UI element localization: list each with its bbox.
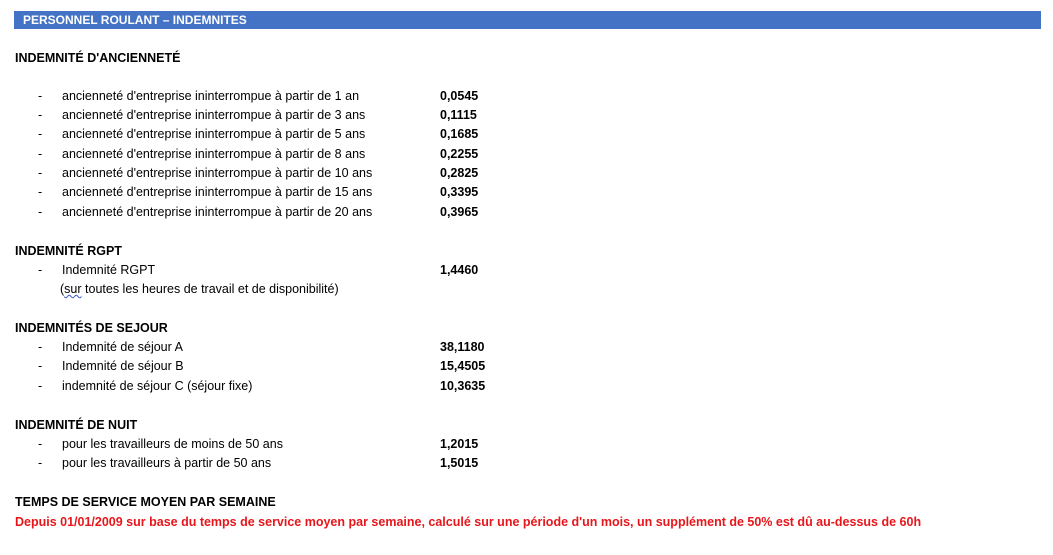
item-label: pour les travailleurs de moins de 50 ans <box>62 437 283 451</box>
item-value: 15,4505 <box>440 359 486 373</box>
list-item <box>0 203 600 222</box>
list-item <box>0 377 600 396</box>
list-item <box>0 454 600 473</box>
list-item <box>0 106 600 125</box>
section-heading-nuit: INDEMNITÉ DE NUIT <box>15 418 138 432</box>
note-open-paren: ( <box>60 282 65 296</box>
list-dash: - <box>38 340 43 354</box>
item-label: ancienneté d'entreprise ininterrompue à partir de 20 ans <box>62 205 373 219</box>
list-item <box>0 87 600 106</box>
note-spellcheck-word: sur <box>64 282 82 296</box>
item-value: 0,1685 <box>440 127 479 141</box>
list-dash: - <box>38 456 43 470</box>
item-value: 0,2825 <box>440 166 479 180</box>
item-value: 0,3965 <box>440 205 479 219</box>
section-heading-anciennete: INDEMNITÉ D'ANCIENNETÉ <box>15 51 181 65</box>
item-label: Indemnité de séjour B <box>62 359 184 373</box>
list-dash: - <box>38 127 43 141</box>
list-dash: - <box>38 437 43 451</box>
item-value: 0,3395 <box>440 185 479 199</box>
list-dash: - <box>38 166 43 180</box>
item-label: ancienneté d'entreprise ininterrompue à partir de 10 ans <box>62 166 373 180</box>
list-dash: - <box>38 147 43 161</box>
note-rest: toutes les heures de travail et de disponibilité) <box>81 282 339 296</box>
list-dash: - <box>38 185 43 199</box>
item-value: 1,4460 <box>440 263 479 277</box>
item-label: pour les travailleurs à partir de 50 ans <box>62 456 272 470</box>
section-heading-sejour: INDEMNITÉS DE SEJOUR <box>15 321 168 335</box>
item-value: 1,2015 <box>440 437 479 451</box>
list-item <box>0 261 600 280</box>
list-item <box>0 164 600 183</box>
list-dash: - <box>38 359 43 373</box>
page-banner: PERSONNEL ROULANT – INDEMNITES <box>14 11 1041 29</box>
list-dash: - <box>38 205 43 219</box>
list-dash: - <box>38 263 43 277</box>
item-value: 1,5015 <box>440 456 479 470</box>
item-label: ancienneté d'entreprise ininterrompue à partir de 8 ans <box>62 147 366 161</box>
item-label: Indemnité de séjour A <box>62 340 183 354</box>
list-item <box>0 338 600 357</box>
item-value: 10,3635 <box>440 379 486 393</box>
item-value: 0,1115 <box>440 108 477 122</box>
section-heading-rgpt: INDEMNITÉ RGPT <box>15 244 122 258</box>
item-label: ancienneté d'entreprise ininterrompue à partir de 5 ans <box>62 127 366 141</box>
item-label: ancienneté d'entreprise ininterrompue à partir de 15 ans <box>62 185 373 199</box>
item-label: ancienneté d'entreprise ininterrompue à partir de 3 ans <box>62 108 366 122</box>
rgpt-note <box>60 280 339 299</box>
item-value: 0,2255 <box>440 147 479 161</box>
item-value: 38,1180 <box>440 340 485 354</box>
item-value: 0,0545 <box>440 89 479 103</box>
list-dash: - <box>38 108 43 122</box>
list-dash: - <box>38 379 43 393</box>
list-item <box>0 357 600 376</box>
item-label: ancienneté d'entreprise ininterrompue à partir de 1 an <box>62 89 360 103</box>
temps-service-note: Depuis 01/01/2009 sur base du temps de service moyen par semaine, calculé sur une période d'un mois, un supplément de 50% est dû au-dessus de 60h <box>15 515 922 529</box>
list-item <box>0 183 600 202</box>
list-dash: - <box>38 89 43 103</box>
item-label: indemnité de séjour C (séjour fixe) <box>62 379 253 393</box>
section-heading-temps: TEMPS DE SERVICE MOYEN PAR SEMAINE <box>15 495 276 509</box>
list-item <box>0 435 600 454</box>
list-item <box>0 125 600 144</box>
list-item <box>0 145 600 164</box>
item-label: Indemnité RGPT <box>62 263 156 277</box>
